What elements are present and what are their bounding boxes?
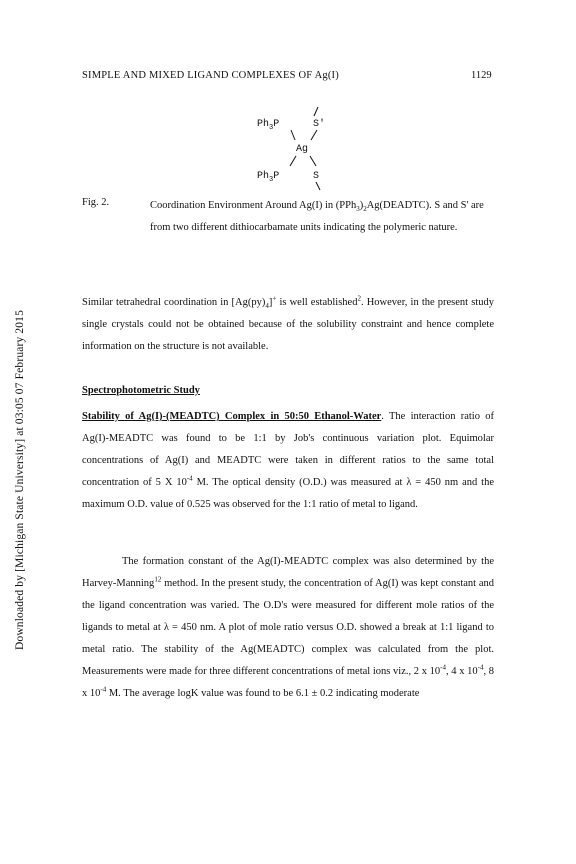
paragraph-formation-constant: The formation constant of the Ag(I)-MEADTC complex was also determined by the Harvey-Manning$^{12}$ method. In the present study, the concentration of Ag(I) was kept constant and the ligand concentration was varied. The O.D's were measured for different mole ratios of the ligands to metal at λ = 450 nm. A plot of mole ratio versus O.D. showed a break at 1:1 ligand to metal ratio. The stability of the Ag(MEADTC) complex was calculated from the plot. Measurements were made for three different concentrations of metal ions viz., 2 x $10^{-4}$, 4 x $10^{-4}$, 8 x $10^{-4}$ M. The average logK value was found to be 6.1 ± 0.2 indicating moderate bbox=[82, 556, 495, 699]
paragraph-stability: Stability of Ag(I)-(MEADTC) Complex in 50:50 Ethanol-Water. The interaction ratio of Ag(I)-MEADTC was found to be 1:1 by Job's continuous variation plot. Equimolar concentrations of Ag(I) and MEADTC were taken in different ratios to the same total concentration of 5 X $10^{-4}$ M. The optical density (O.D.) was measured at λ = 450 nm and the maximum O.D. value of 0.525 was observed for the 1:1 ratio of metal to ligand. bbox=[82, 411, 494, 510]
page-number: 1129 bbox=[471, 70, 492, 81]
bond-s-prime-ag bbox=[311, 130, 317, 140]
bond-ag-s bbox=[310, 156, 316, 166]
figure-label: Fig. 2. bbox=[82, 197, 110, 208]
section-heading: Spectrophotometric Study bbox=[82, 385, 200, 396]
ag-label: Ag bbox=[296, 144, 309, 155]
paragraph-tetrahedral: Similar tetrahedral coordination in $[Ag(py)_4]^+$ is well established$^2$. However, in the present study single crystals could not be obtained because of the solubility constraint and hence complete information on the structure is not available. bbox=[82, 294, 494, 352]
ph3p-bottom-label: $Ph_3P$ bbox=[257, 171, 280, 184]
running-title: SIMPLE AND MIXED LIGAND COMPLEXES OF Ag(I) bbox=[82, 70, 339, 81]
paragraph-heading: Stability of Ag(I)-(MEADTC) Complex in 50:50 Ethanol-Water bbox=[82, 411, 382, 422]
s-label: S bbox=[313, 171, 320, 182]
bond-s-tail bbox=[316, 182, 320, 190]
bond-p-top-ag bbox=[291, 130, 295, 140]
download-notice-sidebar bbox=[0, 0, 26, 864]
ph3p-top-label: $Ph_3P$ bbox=[257, 119, 280, 132]
coordination-structure-diagram bbox=[0, 0, 576, 200]
bond-ag-p-bottom bbox=[290, 156, 296, 166]
figure-caption: Coordination Environment Around Ag(I) in $(PPh_3)_2Ag(DEADTC)$. S and S' are from two different dithiocarbamate units indicating the polymeric nature. bbox=[150, 200, 484, 233]
s-prime-label: S' bbox=[313, 119, 326, 130]
bond-s-prime-tail bbox=[314, 107, 318, 116]
download-notice: Downloaded by [Michigan State University] at 03:05 07 February 2015 bbox=[14, 310, 26, 650]
